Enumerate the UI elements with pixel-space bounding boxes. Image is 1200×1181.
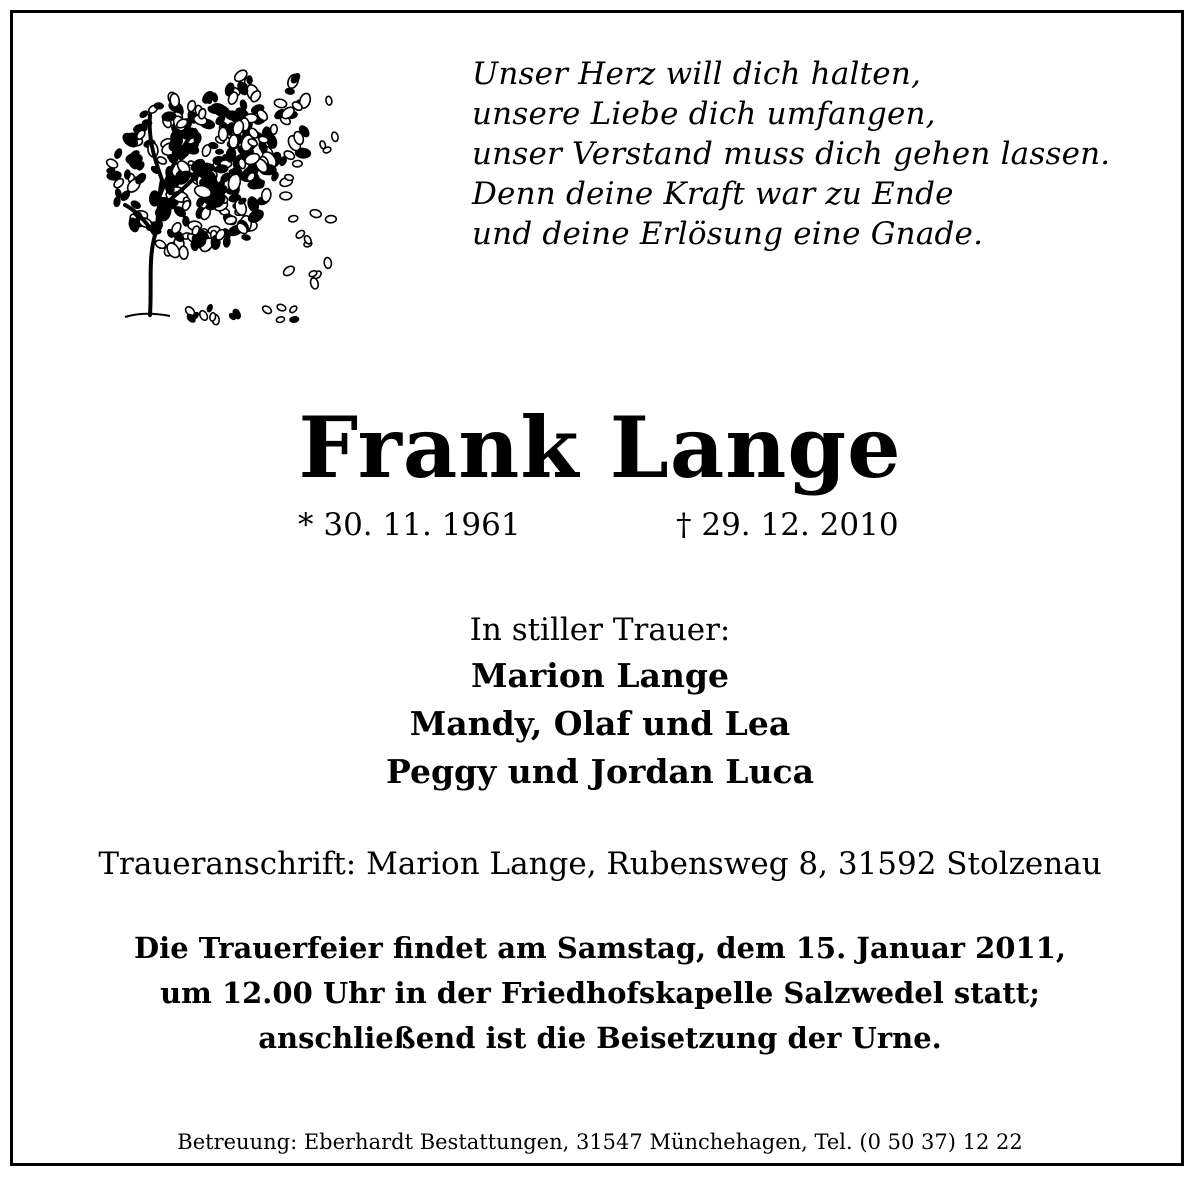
birth-date: * 30. 11. 1961 <box>298 507 521 543</box>
mourners-block <box>0 608 1200 796</box>
poem-line: Unser Herz will dich halten, <box>472 56 922 92</box>
ceremony-line: anschließend ist die Beisetzung der Urne. <box>258 1021 942 1055</box>
poem-line: und deine Erlösung eine Gnade. <box>472 216 984 252</box>
mourner-name: Peggy und Jordan Luca <box>386 752 814 791</box>
tree-icon <box>100 45 350 345</box>
mourning-address: Traueranschrift: Marion Lange, Rubensweg 8, 31592 Stolzenau <box>98 846 1102 882</box>
ceremony-line: Die Trauerfeier findet am Samstag, dem 15. Januar 2011, <box>134 931 1066 965</box>
undertaker-info: Betreuung: Eberhardt Bestattungen, 31547 Münchehagen, Tel. (0 50 37) 12 22 <box>177 1130 1023 1154</box>
poem-line: unser Verstand muss dich gehen lassen. <box>472 136 1111 172</box>
mourner-name: Marion Lange <box>471 656 729 695</box>
mourner-name: Mandy, Olaf und Lea <box>409 704 791 743</box>
ceremony-info <box>0 926 1200 1061</box>
death-date: † 29. 12. 2010 <box>676 507 899 543</box>
poem <box>472 54 1172 254</box>
poem-line: Denn deine Kraft war zu Ende <box>472 176 954 212</box>
mourners-intro: In stiller Trauer: <box>469 612 731 648</box>
ceremony-line: um 12.00 Uhr in der Friedhofskapelle Salzwedel statt; <box>160 976 1040 1010</box>
deceased-name: Frank Lange <box>298 398 902 497</box>
poem-line: unsere Liebe dich umfangen, <box>472 96 936 132</box>
